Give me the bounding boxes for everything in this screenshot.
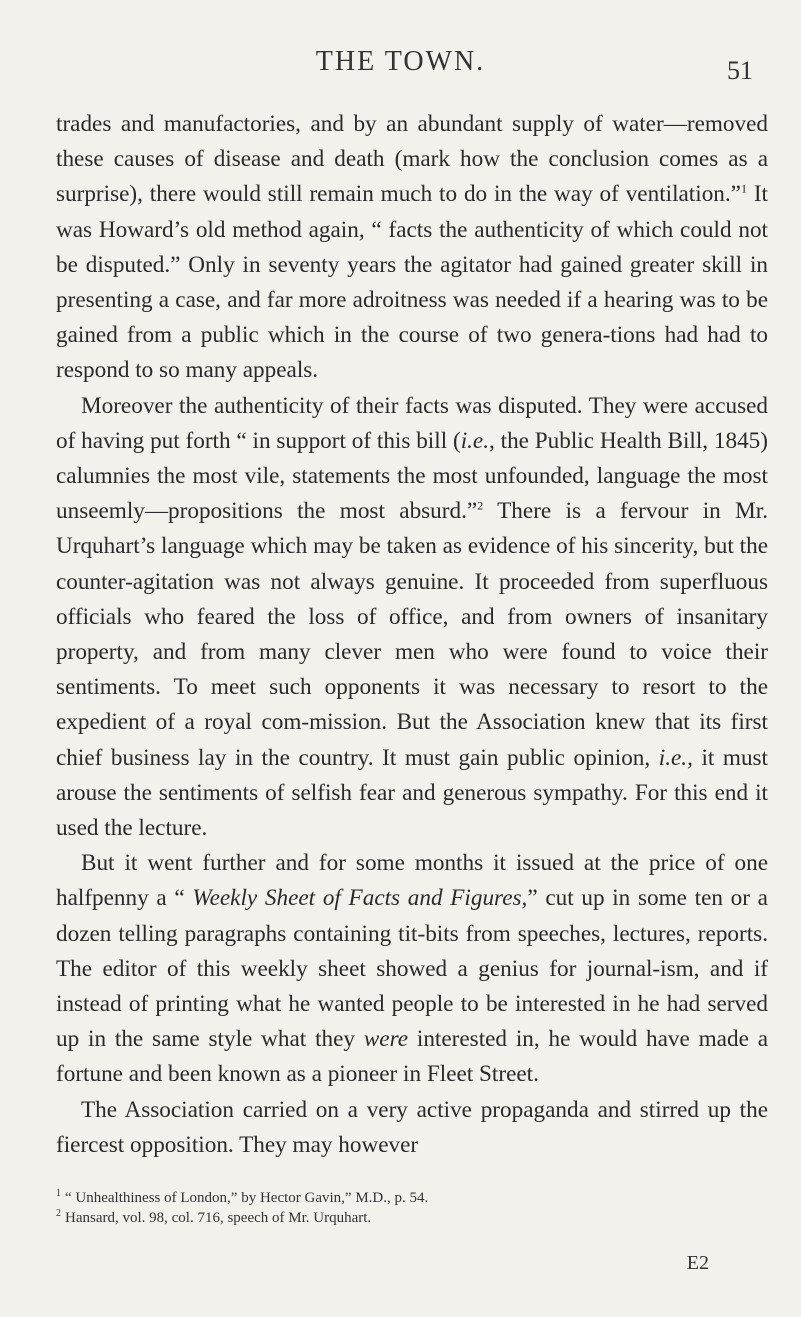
text-run: ” cut up in some ten or a dozen telling paragraphs containing tit-bits from speeches, lectures, reports. The editor of this weekly sheet showed a genius for journal-ism, and if instead of printing what he wanted people to be interested in he had served up in the same style what they <box>56 885 768 1053</box>
italic-text: Weekly Sheet of Facts and Figures, <box>192 885 528 912</box>
footnote <box>56 1208 768 1228</box>
text-run: But it went further and for some months it issued at the price of one halfpenny a “ <box>56 850 768 912</box>
text-run: interested in, he would have made a fortune and been known as a pioneer in Fleet Street. <box>56 1026 768 1088</box>
text-run: trades and manufactories, and by an abundant supply of water—removed these causes of disease and death (mark how the conclusion comes as a surprise), there would still remain much to do in the way of ventilation.” <box>56 111 768 208</box>
footnote-mark: 2 <box>56 1208 61 1219</box>
printer-signature: E2 <box>686 1252 709 1274</box>
page-number: 51 <box>727 56 753 85</box>
italic-text: were <box>363 1026 409 1053</box>
footnote-reference: 2 <box>477 498 484 513</box>
paragraph <box>56 846 768 1092</box>
paragraph <box>56 107 768 389</box>
footnote-reference: 1 <box>740 181 747 196</box>
footnote-mark: 1 <box>56 1188 61 1199</box>
text-run: Moreover the authenticity of their facts was disputed. They were accused of having put forth “ in support of this bill ( <box>56 392 768 454</box>
footnotes <box>56 1188 768 1228</box>
footnote-text: “ Unhealthiness of London,” by Hector Gavin,” M.D., p. 54. <box>65 1190 429 1206</box>
text-run: The Association carried on a very active propaganda and stirred up the fiercest opposition. They may however <box>56 1096 768 1158</box>
body-text <box>56 107 768 1163</box>
text-run: it must arouse the sentiments of selfish fear and generous sympathy. For this end it used the lecture. <box>56 744 769 842</box>
text-run: It was Howard’s old method again, “ facts the authenticity of which could not be disputed.” Only in seventy years the agitator had gained greater skill in presenting a case, and far more adroitness was needed if a hearing was to be gained from a public which in the course of two genera-tions had had to respond to so many appeals. <box>56 181 769 384</box>
paragraph <box>56 389 768 847</box>
italic-text: i.e., <box>460 427 495 454</box>
italic-text: i.e., <box>658 744 693 771</box>
text-run: There is a fervour in Mr. Urquhart’s language which may be taken as evidence of his sincerity, but the counter-agitation was not always genuine. It proceeded from superfluous officials who feared the loss of office, and from owners of insanitary property, and from many clever men who were found to voice their sentiments. To meet such opponents it was necessary to resort to the expedient of a royal com-mission. But the Association knew that its first chief business lay in the country. It must gain public opinion, <box>56 498 768 771</box>
running-head: THE TOWN. <box>315 46 486 77</box>
text-run: the Public Health Bill, 1845) calumnies the most vile, statements the most unfounded, language the most unseemly—propositions the most absurd.” <box>56 427 768 525</box>
paragraph <box>56 1093 768 1163</box>
footnote-text: Hansard, vol. 98, col. 716, speech of Mr. Urquhart. <box>65 1210 372 1226</box>
footnote <box>56 1188 768 1208</box>
